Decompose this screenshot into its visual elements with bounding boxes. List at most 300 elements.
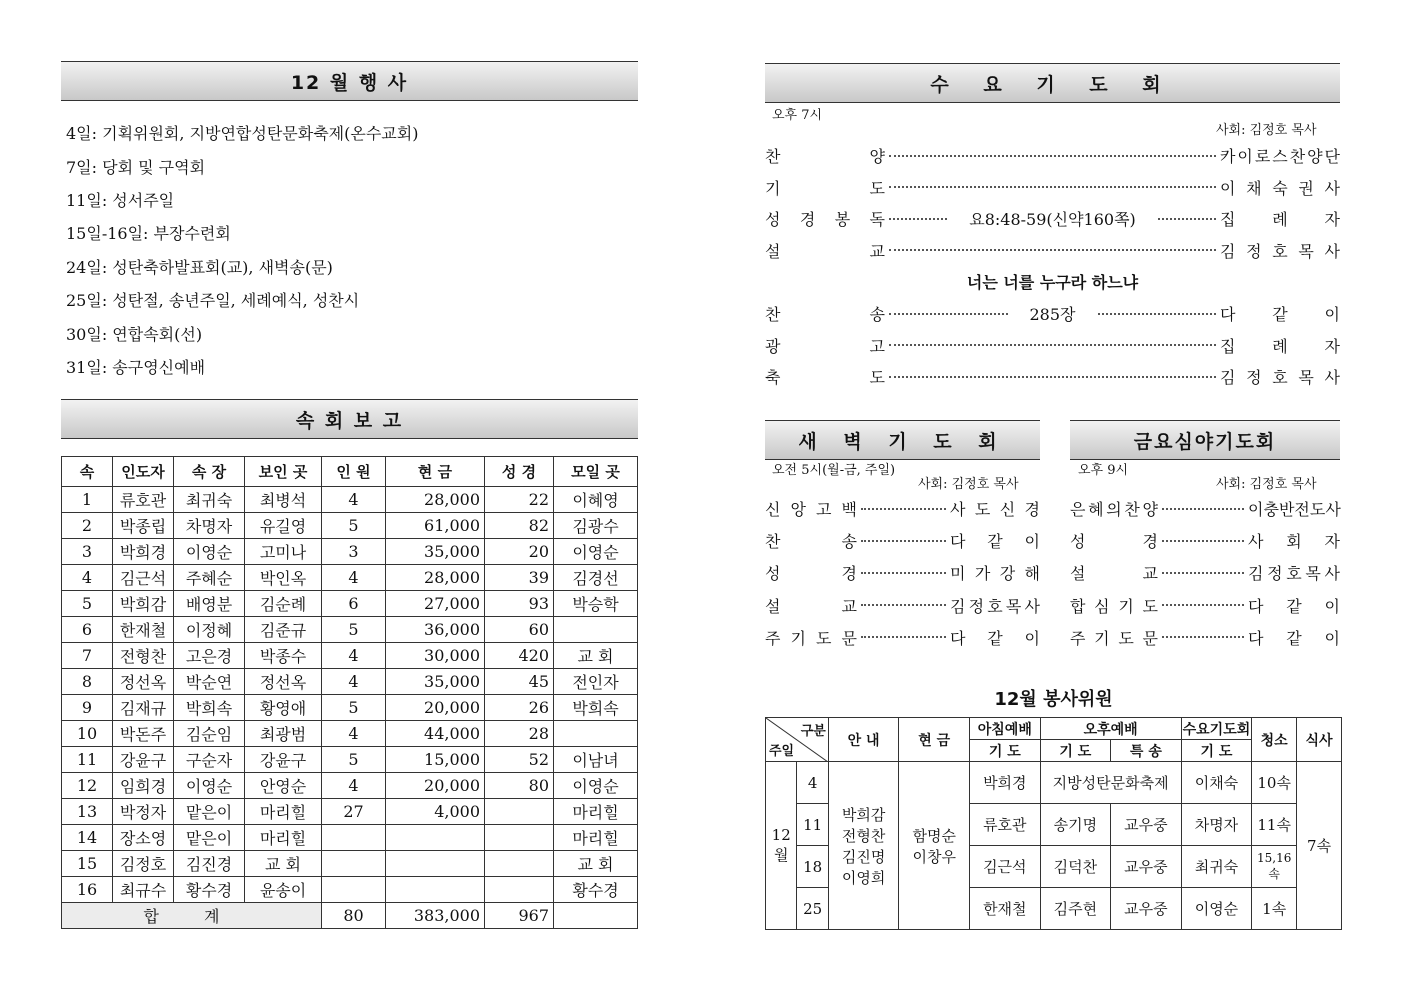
dot-leader [889,155,1216,157]
order-label [1070,594,1158,617]
order-label-char: 찬 [1124,500,1140,519]
report-cell: 장소영 [113,825,174,851]
order-right-char: 찬 [1289,147,1306,166]
report-cell [386,851,485,877]
order-right-char: 사 [950,500,966,519]
event-item: 11일: 성서주일 [66,191,175,210]
report-row [62,773,638,799]
event-item: 4일: 기획위원회, 지방연합성탄문화축제(온수교회) [66,124,419,143]
order-label-char: 신 [765,500,781,519]
month-cell: 12월 [766,762,797,930]
order-label [1070,561,1158,584]
order-item [765,207,1340,230]
morning-cell: 한재철 [970,888,1041,930]
report-cell [322,851,386,877]
order-right-char: 례 [1272,336,1288,356]
report-cell [386,877,485,903]
order-label-char: 설 [765,596,781,616]
order-right-char: 전 [1294,500,1310,519]
order-label-char: 주 [765,628,781,648]
order-right-char: 김 [1220,368,1236,387]
meal-header: 식사 [1297,718,1342,762]
wednesday-header [765,63,1340,103]
order-label-char: 도 [816,628,832,648]
order-label-char: 기 [790,628,806,648]
dot-leader [1162,540,1244,542]
report-cell: 임희경 [113,773,174,799]
report-cell: 마리힐 [554,825,638,851]
order-item [765,144,1340,167]
report-cell: 김준규 [245,617,322,643]
report-cell: 황수경 [554,877,638,903]
reports-header [61,399,638,439]
report-cell: 정선옥 [113,669,174,695]
report-cell: 박종립 [113,513,174,539]
order-label-char: 경 [799,210,816,229]
week-cell: 4 [797,762,828,804]
order-item [765,594,1040,617]
report-row [62,669,638,695]
wed-cell: 최귀숙 [1181,846,1252,888]
dot-leader [1162,636,1244,638]
events-title: 12 월 행 사 [290,71,409,94]
friday-title: 금요심야기도회 [1133,430,1277,453]
order-label-char: 성 [765,210,781,229]
report-cell: 22 [485,487,554,513]
week-cell: 25 [797,888,828,930]
order-item [765,239,1340,262]
order-label-char: 교 [869,241,885,261]
report-row [62,799,638,825]
report-cell: 맡은이 [174,825,245,851]
dot-leader [889,218,947,220]
order-right [1248,626,1340,649]
total-label: 합 계 [62,903,322,929]
order-right-char: 단 [1324,147,1340,166]
reports-body [62,487,638,903]
report-cell: 이혜영 [554,487,638,513]
report-cell: 구순자 [174,747,245,773]
report-cell: 11 [62,747,113,773]
order-label-char: 혜 [1088,500,1104,519]
report-cell: 420 [485,643,554,669]
wednesday-title: 수 요 기 도 회 [930,73,1175,96]
order-label-char: 교 [1142,564,1158,584]
order-label [1070,497,1158,520]
wed-cell: 이영순 [1181,888,1252,930]
report-cell: 5 [62,591,113,617]
report-cell: 이영순 [174,773,245,799]
dot-leader [1162,604,1244,606]
dot-leader [889,249,1216,251]
report-row [62,513,638,539]
wed-cell: 차명자 [1181,804,1252,846]
report-cell: 최귀숙 [174,487,245,513]
order-label-char: 고 [816,500,832,519]
order-item [765,334,1340,357]
report-cell: 마리힐 [554,799,638,825]
order-right-char: 정 [968,596,985,616]
report-cell: 이영순 [174,539,245,565]
order-right-char: 자 [1324,336,1340,356]
order-right-char: 신 [999,500,1016,519]
order-right-char: 회 [1286,532,1302,552]
order-right-char: 호 [1272,368,1288,387]
clean-cell: 11속 [1252,804,1297,846]
order-label [765,334,885,357]
order-right [1248,529,1340,552]
report-cell: 45 [485,669,554,695]
dawn-time: 오전 5시(월-금, 주일) [772,463,896,478]
report-cell: 4 [322,721,386,747]
order-right-char: 이 [1248,500,1264,519]
clean-cell: 15,16속 [1252,846,1297,888]
order-right-char: 집 [1220,336,1236,356]
morning-cell: 김근석 [970,846,1041,888]
report-cell: 전인자 [554,669,638,695]
order-right-char: 같 [987,532,1003,552]
order-label-char: 설 [1070,564,1086,584]
wed-header: 수요기도회 [1181,718,1252,740]
friday-time: 오후 9시 [1078,463,1129,478]
report-cell: 교 회 [245,851,322,877]
report-cell: 교 회 [554,643,638,669]
order-right-char: 다 [950,532,966,552]
report-cell: 28,000 [386,487,485,513]
report-cell: 39 [485,565,554,591]
event-item: 25일: 성탄절, 송년주일, 세례예식, 성찬시 [66,291,360,310]
order-label-char: 광 [765,336,781,356]
order-item [765,365,1340,388]
order-label-char: 백 [841,500,857,519]
report-cell: 20,000 [386,695,485,721]
report-cell: 82 [485,513,554,539]
col-header: 보인 곳 [245,457,322,487]
order-right-char: 같 [1286,596,1302,616]
prayer-header: 기 도 [970,740,1041,762]
report-cell: 황수경 [174,877,245,903]
order-right-char: 이 [1024,628,1040,648]
order-right-char: 목 [1305,564,1321,584]
order-item [765,497,1040,520]
order-right-char: 미 [950,564,966,584]
order-right-char: 이 [1024,532,1040,552]
gubun-label: 구분 [800,724,826,739]
order-label-char: 주 [1070,628,1086,648]
report-cell: 3 [322,539,386,565]
report-cell: 이남녀 [554,747,638,773]
order-right-char: 사 [1248,532,1264,552]
morning-cell: 류호관 [970,804,1041,846]
reports-table [61,456,638,929]
report-cell: 27 [322,799,386,825]
order-label-char: 찬 [765,532,781,552]
order-label-char: 기 [765,178,781,198]
report-cell: 한재철 [113,617,174,643]
order-right-char: 사 [1325,500,1341,519]
order-label-char: 합 [1070,596,1086,616]
report-cell: 고미나 [245,539,322,565]
report-cell: 유길영 [245,513,322,539]
order-right-char: 호 [1272,241,1288,261]
order-right-char: 례 [1272,210,1288,229]
dawn-title: 새 벽 기 도 회 [798,430,1007,453]
event-item: 7일: 당회 및 구역회 [66,158,206,177]
report-cell: 마리힐 [245,825,322,851]
order-right-char: 강 [999,564,1016,584]
total-empty [554,903,638,929]
report-cell: 김정호 [113,851,174,877]
order-right-char: 이 [1237,147,1253,166]
order-right [1220,207,1340,230]
order-right-char: 김 [1248,564,1264,584]
report-cell: 김순례 [245,591,322,617]
order-label-char: 성 [1070,532,1086,552]
report-cell: 교 회 [554,851,638,877]
order-right [1220,144,1340,167]
prayer-header: 기 도 [1181,740,1252,762]
report-cell: 정선옥 [245,669,322,695]
order-label [765,594,857,617]
order-label-char: 찬 [765,305,781,324]
order-right-char: 양 [1307,147,1323,166]
report-row [62,877,638,903]
dot-leader [889,186,1216,188]
dot-leader [889,313,1008,315]
order-label-char: 기 [1094,628,1110,648]
dot-leader [861,540,946,542]
report-row [62,487,638,513]
col-header: 현 금 [386,457,485,487]
report-cell: 배영분 [174,591,245,617]
order-label-char: 경 [841,564,857,584]
order-right-char: 로 [1254,147,1271,166]
duty-table [765,717,1342,930]
order-item [1070,529,1340,552]
report-cell: 4 [322,643,386,669]
report-cell: 박종수 [245,643,322,669]
report-cell: 고은경 [174,643,245,669]
pm-song-cell: 교우중 [1111,804,1182,846]
report-cell: 28,000 [386,565,485,591]
report-cell [485,825,554,851]
report-cell: 김진경 [174,851,245,877]
report-cell: 10 [62,721,113,747]
order-right-char: 정 [1246,368,1262,387]
order-right [1220,239,1340,262]
order-right [1220,334,1340,357]
order-label-char: 봉 [834,210,851,229]
report-cell: 박희속 [554,695,638,721]
report-cell: 윤송이 [245,877,322,903]
dot-leader [1162,508,1244,510]
order-right [1220,365,1340,388]
report-cell: 김재규 [113,695,174,721]
order-label [765,207,885,230]
order-label [765,302,885,325]
report-cell: 박순연 [174,669,245,695]
report-cell [322,825,386,851]
order-right [1220,176,1340,199]
morning-header: 아침예배 [970,718,1041,740]
order-item [765,302,1340,325]
order-right-char: 목 [1298,241,1314,261]
order-label-char: 성 [765,564,781,584]
report-cell: 2 [62,513,113,539]
report-cell: 44,000 [386,721,485,747]
order-right-char: 사 [1324,368,1340,387]
report-cell: 6 [322,591,386,617]
order-label-char: 고 [869,336,885,356]
order-right [1248,497,1340,520]
sermon-title: 너는 너를 누구라 하느냐 [966,273,1139,292]
order-right-char: 이 [1324,628,1340,648]
order-label [765,176,885,199]
report-cell: 최병석 [245,487,322,513]
report-cell: 이정혜 [174,617,245,643]
dot-leader [889,376,1216,378]
report-cell: 전형찬 [113,643,174,669]
order-right-char: 이 [1220,178,1236,198]
order-label [765,529,857,552]
report-cell: 황영애 [245,695,322,721]
report-cell: 김경선 [554,565,638,591]
order-right-char: 목 [1005,596,1022,616]
report-cell: 1 [62,487,113,513]
order-label-char: 도 [869,368,885,387]
dawn-header [765,420,1040,460]
clean-cell: 1속 [1252,888,1297,930]
order-right-char: 도 [974,500,991,519]
report-cell: 강윤구 [245,747,322,773]
order-label-char: 은 [1070,500,1086,519]
order-right-char: 다 [1220,305,1236,324]
meal-cell: 7속 [1297,762,1342,930]
order-right-char: 반 [1278,500,1295,519]
order-right [950,594,1040,617]
order-label-char: 양 [1142,500,1158,519]
report-cell: 8 [62,669,113,695]
report-cell: 4 [322,669,386,695]
report-cell [554,721,638,747]
order-label-char: 찬 [765,147,781,166]
report-cell: 김순임 [174,721,245,747]
friday-header [1070,420,1340,460]
pm-prayer-cell: 김주현 [1040,888,1111,930]
order-right [950,626,1040,649]
order-right-char: 같 [1272,305,1288,324]
week-label: 주일 [769,744,795,759]
order-right-char: 다 [1248,596,1264,616]
report-cell: 12 [62,773,113,799]
order-middle: 요8:48-59(신약160쪽) [969,210,1136,229]
col-header: 인도자 [113,457,174,487]
order-right-char: 이 [1324,596,1340,616]
report-row [62,539,638,565]
report-cell [386,825,485,851]
order-right-char: 숙 [1272,178,1288,198]
report-cell: 9 [62,695,113,721]
report-row [62,617,638,643]
report-cell: 35,000 [386,669,485,695]
afternoon-header: 오후예배 [1040,718,1181,740]
report-cell: 27,000 [386,591,485,617]
report-cell: 5 [322,747,386,773]
report-cell: 20,000 [386,773,485,799]
offering-cell: 함명순 이창우 [899,762,970,930]
dot-leader [889,344,1216,346]
report-cell: 최규수 [113,877,174,903]
report-cell: 13 [62,799,113,825]
report-cell: 박정자 [113,799,174,825]
order-right-char: 김 [1220,241,1236,261]
order-label [765,561,857,584]
report-cell: 박희감 [113,591,174,617]
order-right-char: 정 [1246,241,1262,261]
order-label-char: 독 [869,210,885,229]
event-item: 15일-16일: 부장수련회 [66,224,231,243]
order-item [765,529,1040,552]
dot-leader [861,508,946,510]
order-item [765,176,1340,199]
order-right-char: 같 [1286,628,1302,648]
order-label-char: 양 [869,147,885,166]
order-label-char: 경 [1142,532,1158,552]
afternoon-cell: 지방성탄문화축제 [1040,762,1181,804]
report-row [62,695,638,721]
report-cell: 최광범 [245,721,322,747]
order-label-char: 문 [1142,628,1158,648]
prayer-header: 기 도 [1040,740,1111,762]
total-bible: 967 [485,903,554,929]
event-item: 24일: 성탄축하발표회(교), 새벽송(문) [66,258,333,277]
report-cell: 61,000 [386,513,485,539]
report-row [62,747,638,773]
order-right-char: 집 [1220,210,1236,229]
report-cell: 박돈주 [113,721,174,747]
report-cell [485,851,554,877]
order-right-char: 호 [1286,564,1302,584]
report-cell: 김근석 [113,565,174,591]
pm-prayer-cell: 송기명 [1040,804,1111,846]
report-cell: 16 [62,877,113,903]
order-label-char: 의 [1106,500,1122,519]
order-right-char: 권 [1298,178,1314,198]
morning-cell: 박희경 [970,762,1041,804]
order-right [950,529,1040,552]
order-label [765,626,857,649]
dot-leader [861,604,946,606]
report-row [62,825,638,851]
order-right-char: 이 [1324,305,1340,324]
report-row [62,565,638,591]
report-row [62,851,638,877]
report-cell: 35,000 [386,539,485,565]
dawn-host: 사회: 김정호 목사 [918,477,1019,492]
wednesday-host: 사회: 김정호 목사 [1216,123,1317,138]
report-cell: 박희속 [174,695,245,721]
dot-leader [861,572,946,574]
order-item [1070,561,1340,584]
order-item [765,561,1040,584]
order-right-char: 사 [1024,596,1040,616]
order-label-char: 송 [841,532,857,552]
order-right-char: 목 [1298,368,1314,387]
order-right-char: 다 [950,628,966,648]
wed-cell: 이채숙 [1181,762,1252,804]
report-cell: 이영순 [554,539,638,565]
order-right-char: 김 [950,596,966,616]
